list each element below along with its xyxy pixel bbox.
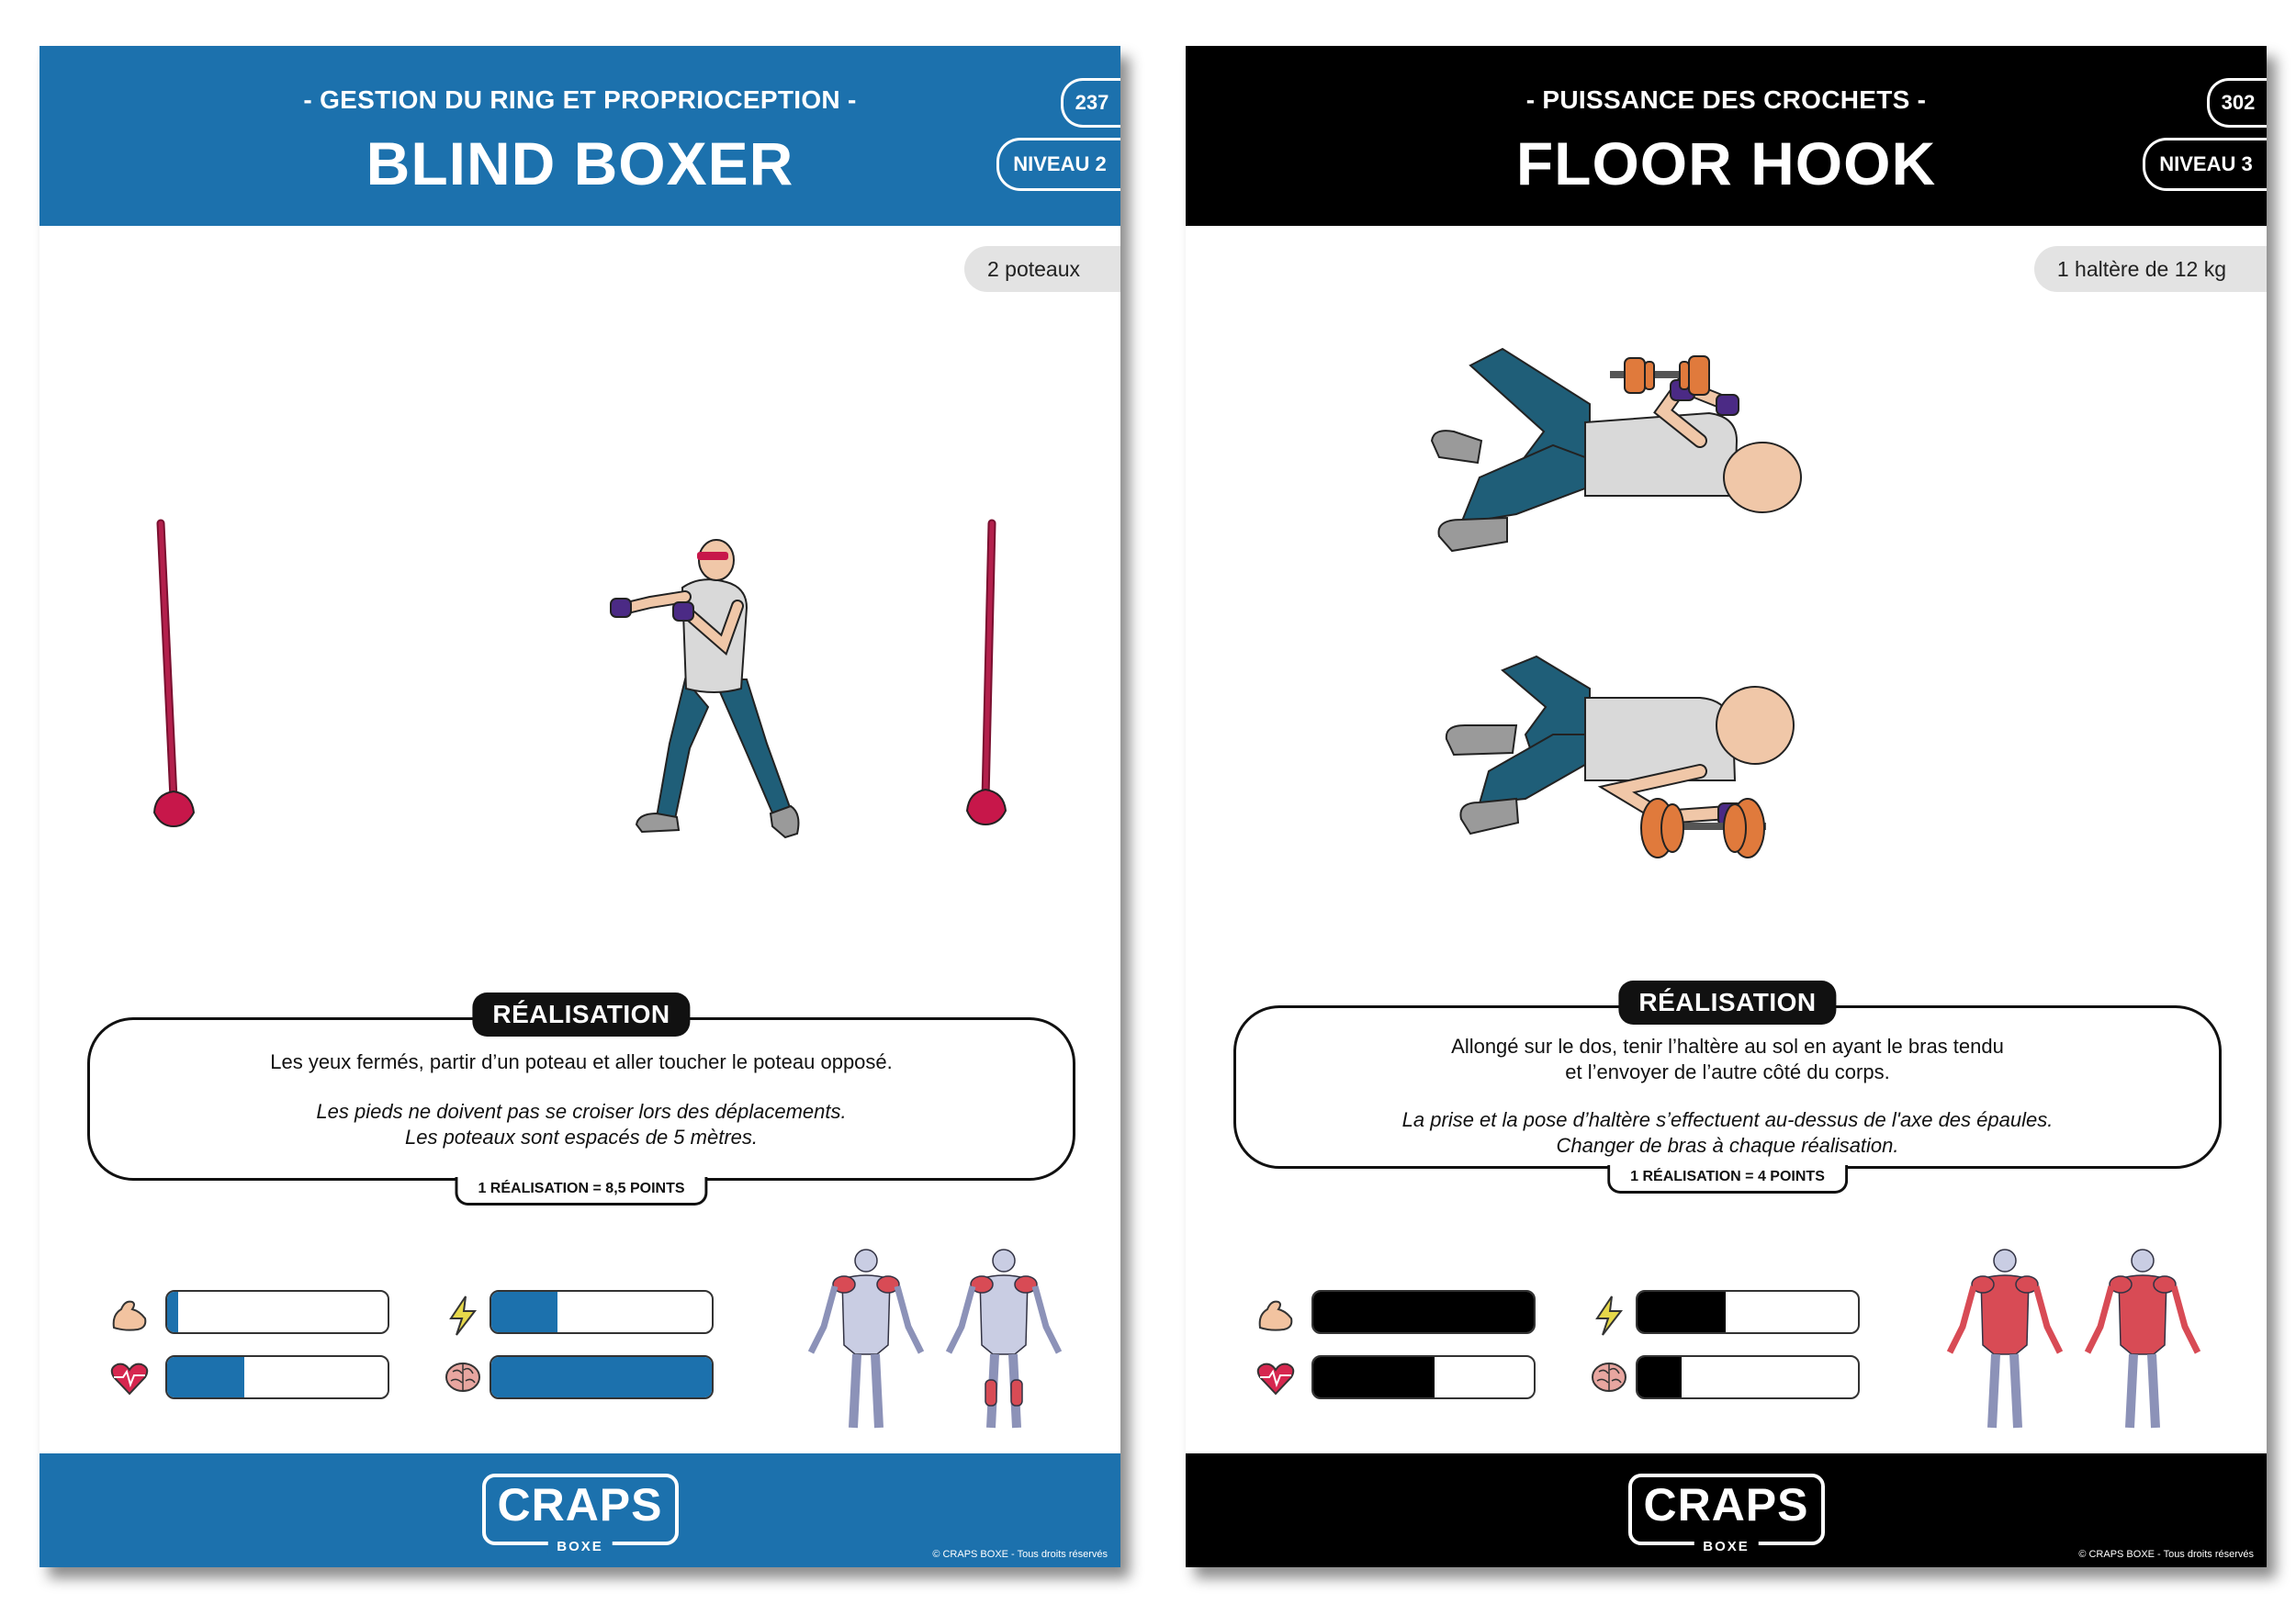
copyright-text: © CRAPS BOXE - Tous droits réservés	[932, 1549, 1108, 1560]
realisation-box	[1233, 988, 2222, 1184]
floor-hook-start-figure	[1432, 349, 1801, 551]
logo-wordmark: CRAPS	[497, 1479, 663, 1531]
note-line: Les poteaux sont espacés de 5 mètres.	[404, 1126, 758, 1149]
mind-bar	[490, 1355, 714, 1399]
energy-icon	[442, 1295, 484, 1337]
exercise-illustration	[1186, 303, 2267, 1001]
realisation-label: RÉALISATION	[472, 993, 690, 1037]
equipment-pill: 2 poteaux	[964, 246, 1120, 292]
realisation-box	[87, 1000, 1075, 1196]
points-tab: 1 RÉALISATION = 8,5 POINTS	[455, 1177, 707, 1206]
card-category: - GESTION DU RING ET PROPRIOCEPTION -	[303, 85, 857, 114]
logo-wordmark: CRAPS	[1643, 1479, 1809, 1531]
muscle-map	[1931, 1244, 2225, 1437]
logo-subtext: BOXE	[547, 1539, 613, 1554]
strength-bar	[1311, 1290, 1536, 1334]
card-title: FLOOR HOOK	[1515, 129, 1937, 197]
card-header	[1186, 46, 2267, 226]
brain-icon	[442, 1357, 484, 1399]
card-header	[39, 46, 1120, 226]
card-title: BLIND BOXER	[366, 129, 794, 197]
left-pole-icon	[154, 523, 194, 826]
level-badge: NIVEAU 2	[996, 138, 1120, 191]
logo-subtext: BOXE	[1694, 1539, 1759, 1554]
exercise-card-blind-boxer	[39, 46, 1120, 1567]
instruction-line: Les yeux fermés, partir d’un poteau et aller toucher le poteau opposé.	[270, 1050, 893, 1073]
back-body-icon	[2088, 1250, 2198, 1428]
mind-bar	[1636, 1355, 1860, 1399]
note-line: Changer de bras à chaque réalisation.	[1556, 1134, 1899, 1157]
energy-icon	[1588, 1295, 1630, 1337]
strength-icon	[1255, 1295, 1297, 1337]
card-number-badge: 302	[2207, 78, 2267, 128]
front-body-icon	[811, 1250, 921, 1428]
copyright-text: © CRAPS BOXE - Tous droits réservés	[2078, 1549, 2254, 1560]
energy-bar	[1636, 1290, 1860, 1334]
realisation-label: RÉALISATION	[1618, 981, 1836, 1025]
right-pole-icon	[967, 523, 1006, 824]
craps-boxe-logo	[1628, 1474, 1825, 1554]
cardio-bar-fill	[1313, 1357, 1435, 1397]
floor-hook-end-figure	[1446, 656, 1794, 858]
points-tab: 1 RÉALISATION = 4 POINTS	[1607, 1165, 1848, 1194]
strength-bar-fill	[167, 1292, 178, 1332]
exercise-illustration	[39, 303, 1120, 1001]
heart-rate-icon	[108, 1357, 151, 1399]
cardio-bar	[165, 1355, 389, 1399]
level-badge: NIVEAU 3	[2143, 138, 2267, 191]
exercise-card-floor-hook	[1186, 46, 2267, 1567]
instruction-line: Allongé sur le dos, tenir l’haltère au sol en ayant le bras tendu	[1451, 1035, 2004, 1058]
blindfolded-boxer-figure	[611, 540, 798, 837]
strength-icon	[108, 1295, 151, 1337]
card-category: - PUISSANCE DES CROCHETS -	[1525, 85, 1927, 114]
cardio-bar	[1311, 1355, 1536, 1399]
brain-icon	[1588, 1357, 1630, 1399]
note-line: La prise et la pose d’haltère s’effectuent au-dessus de l'axe des épaules.	[1401, 1108, 2054, 1131]
front-body-icon	[1950, 1250, 2060, 1428]
mind-bar-fill	[1638, 1357, 1682, 1397]
craps-boxe-logo	[482, 1474, 679, 1554]
back-body-icon	[949, 1250, 1059, 1428]
cardio-bar-fill	[167, 1357, 244, 1397]
heart-rate-icon	[1255, 1357, 1297, 1399]
card-number-badge: 237	[1061, 78, 1120, 128]
card-footer	[1186, 1453, 2267, 1567]
card-footer	[39, 1453, 1120, 1567]
instruction-line: et l’envoyer de l’autre côté du corps.	[1565, 1060, 1890, 1083]
energy-bar	[490, 1290, 714, 1334]
muscle-map	[793, 1244, 1086, 1437]
note-line: Les pieds ne doivent pas se croiser lors des déplacements.	[316, 1100, 847, 1123]
strength-bar	[165, 1290, 389, 1334]
energy-bar-fill	[491, 1292, 557, 1332]
mind-bar-fill	[491, 1357, 712, 1397]
equipment-pill: 1 haltère de 12 kg	[2034, 246, 2267, 292]
energy-bar-fill	[1638, 1292, 1726, 1332]
strength-bar-fill	[1313, 1292, 1534, 1332]
